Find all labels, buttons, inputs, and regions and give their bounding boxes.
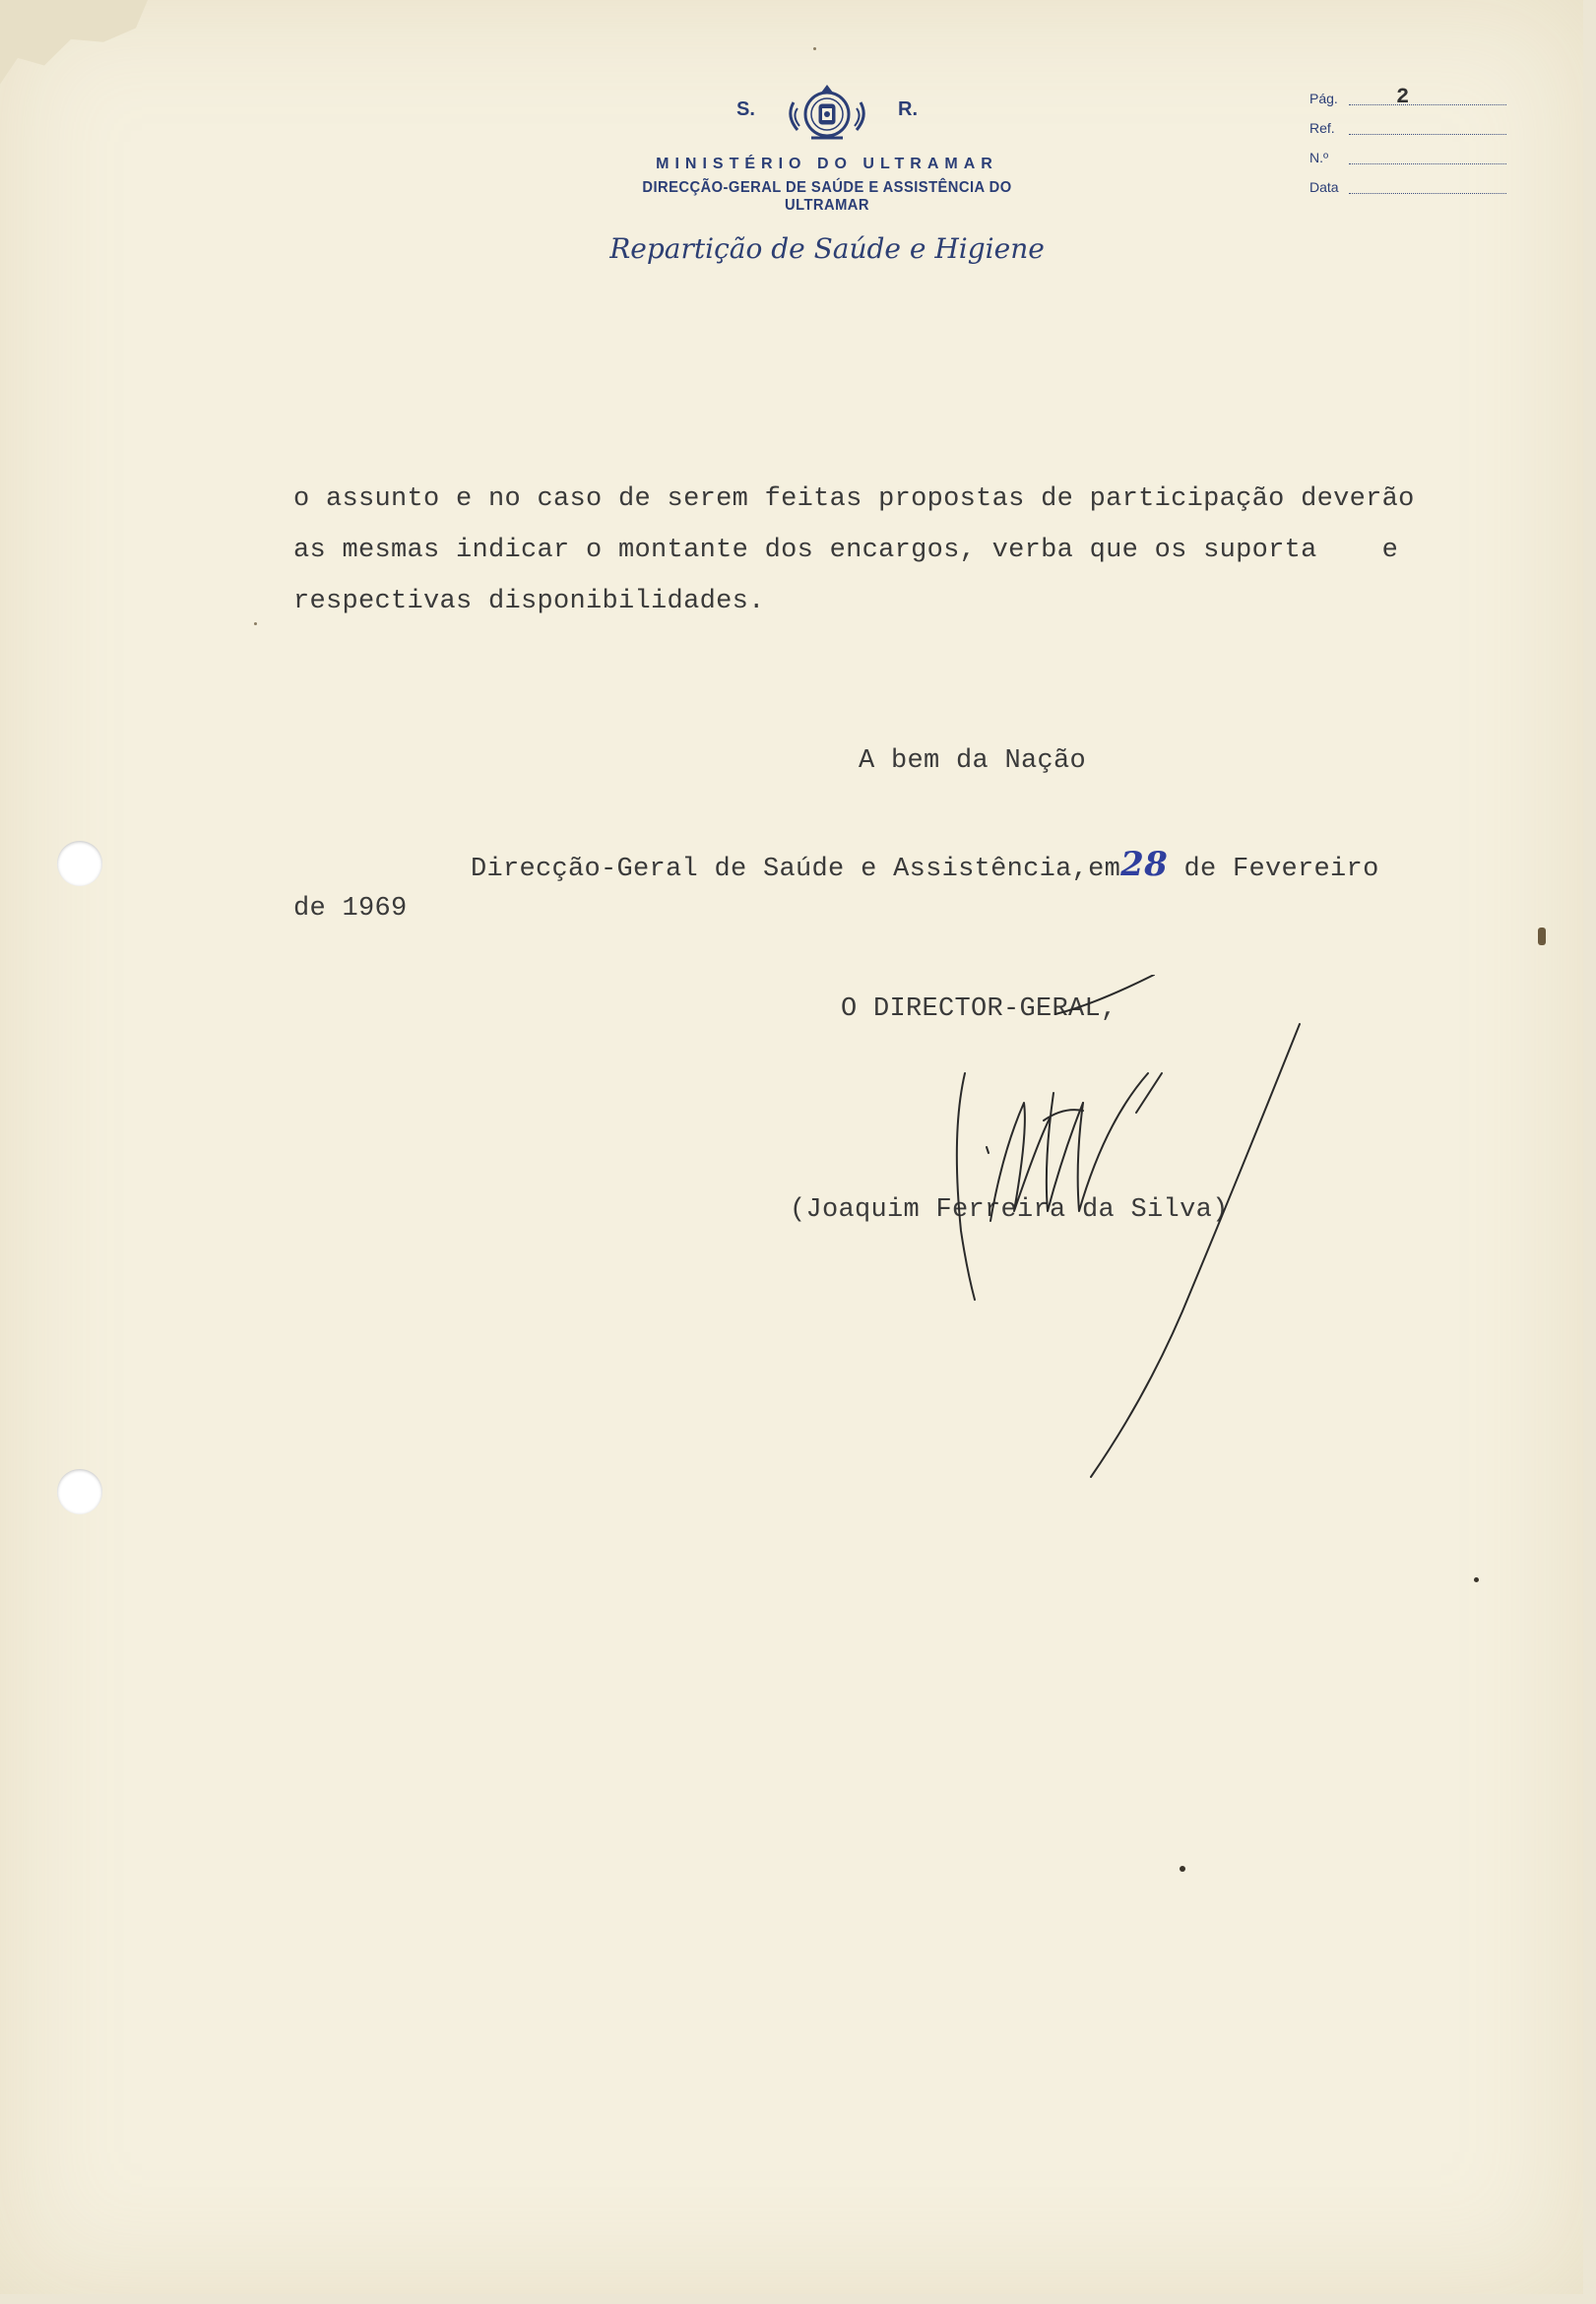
punch-hole-bottom [57, 1469, 102, 1514]
ministry-name: MINISTÉRIO DO ULTRAMAR [656, 156, 998, 172]
coat-of-arms-icon [784, 83, 870, 144]
signature-title: O DIRECTOR-GERAL, [841, 994, 1117, 1024]
paper-speck [254, 622, 257, 625]
place-date-prefix: Direcção-Geral de Saúde e Assistência,em [471, 855, 1121, 884]
letterhead-crest-row [591, 79, 1063, 148]
place-date-line [471, 845, 1379, 884]
place-date-suffix: de Fevereiro [1168, 855, 1379, 884]
ref-row-number [1309, 146, 1506, 171]
directorate-name: DIRECÇÃO-GERAL DE SAÚDE E ASSISTÊNCIA DO ULTRAMAR [642, 179, 1012, 214]
handwritten-signature [926, 975, 1319, 1487]
year-line: de 1969 [293, 894, 408, 924]
date-line [1349, 193, 1506, 194]
page-value: 2 [1396, 85, 1410, 109]
page-line [1349, 104, 1506, 105]
body-line-2: as mesmas indicar o montante dos encargos, verba que os suporta e [293, 536, 1399, 565]
reference-box [1309, 87, 1506, 205]
closing-salutation: A bem da Nação [859, 746, 1087, 776]
handwritten-day: 28 [1120, 845, 1169, 884]
ref-row-page [1309, 87, 1506, 112]
ref-row-date [1309, 175, 1506, 201]
paper-speck [1474, 1577, 1479, 1582]
paper-speck [813, 47, 816, 50]
letterhead-sr-r: R. [898, 98, 918, 120]
body-line-3: respectivas disponibilidades. [293, 587, 765, 616]
date-label: Data [1309, 179, 1339, 195]
ref-line [1349, 134, 1506, 135]
number-line [1349, 163, 1506, 164]
paper-speck [1180, 1866, 1185, 1872]
body-line-1: o assunto e no caso de serem feitas propostas de participação deverão [293, 484, 1415, 514]
letterhead [591, 79, 1063, 265]
ref-label: Ref. [1309, 120, 1335, 136]
punch-hole-top [57, 841, 102, 886]
page-label: Pág. [1309, 91, 1338, 106]
signatory-name: (Joaquim Ferreira da Silva) [790, 1195, 1229, 1225]
paper-speck [1538, 928, 1546, 945]
letterhead-sr-s: S. [736, 98, 755, 120]
department-name: Repartição de Saúde e Higiene [609, 232, 1045, 265]
number-label: N.º [1309, 150, 1329, 165]
ref-row-ref [1309, 116, 1506, 142]
